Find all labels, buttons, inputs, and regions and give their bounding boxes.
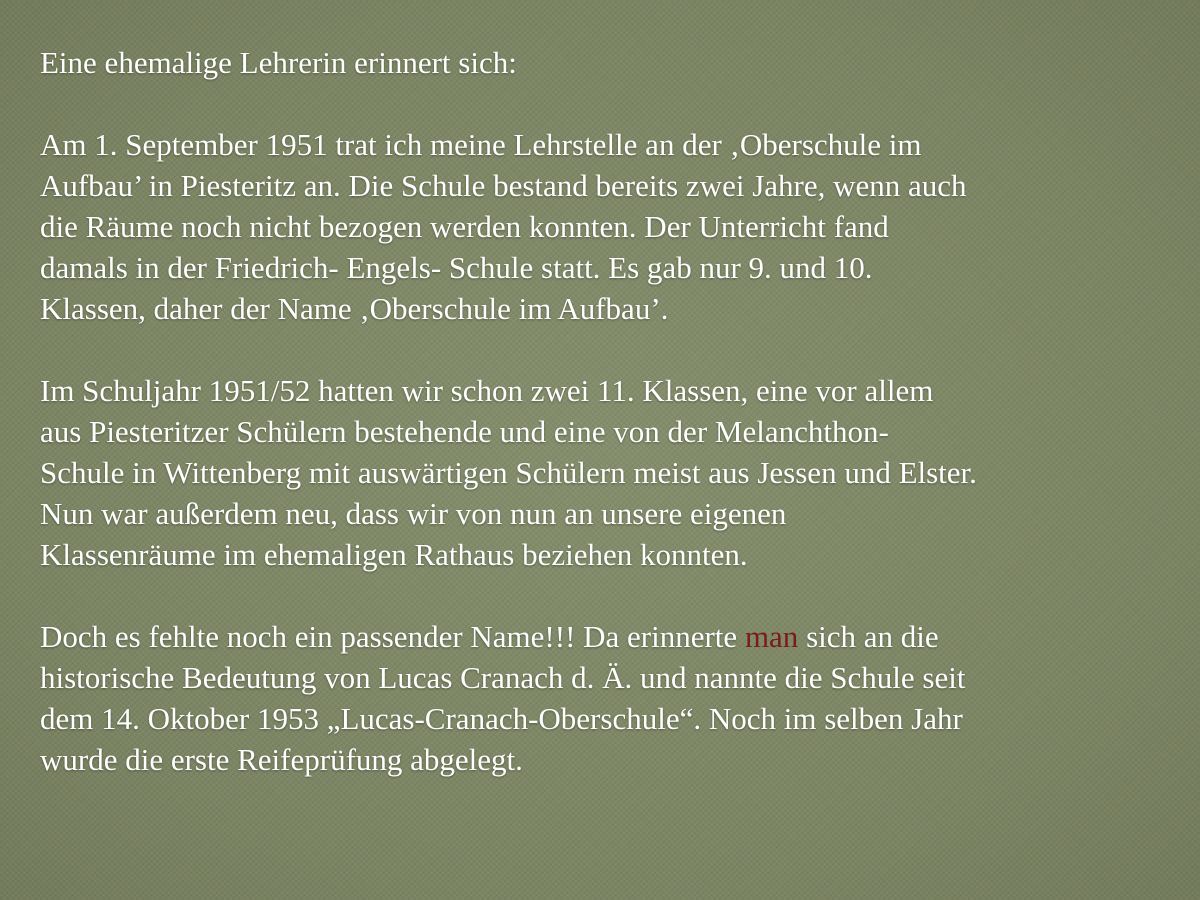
paragraph-3-first-line bbox=[40, 616, 1165, 657]
paragraph-1 bbox=[40, 124, 1165, 329]
slide-content bbox=[40, 42, 1165, 780]
paragraph-1-line: die Räume noch nicht bezogen werden konnten. Der Unterricht fand bbox=[40, 209, 889, 244]
paragraph-3-line: dem 14. Oktober 1953 „Lucas-Cranach-Oberschule“. Noch im selben Jahr bbox=[40, 701, 963, 736]
paragraph-2-line: Nun war außerdem neu, dass wir von nun an unsere eigenen bbox=[40, 496, 787, 531]
highlighted-word: man bbox=[744, 619, 799, 654]
paragraph-1-line: Am 1. September 1951 trat ich meine Lehrstelle an der ‚Oberschule im bbox=[40, 127, 922, 162]
paragraph-1-line: Aufbau’ in Piesteritz an. Die Schule bestand bereits zwei Jahre, wenn auch bbox=[40, 168, 967, 203]
paragraph-2-line: Im Schuljahr 1951/52 hatten wir schon zwei 11. Klassen, eine vor allem bbox=[40, 373, 934, 408]
paragraph-2 bbox=[40, 370, 1165, 575]
paragraph-2-line: Schule in Wittenberg mit auswärtigen Schülern meist aus Jessen und Elster. bbox=[40, 455, 977, 490]
paragraph-1-line: Klassen, daher der Name ‚Oberschule im Aufbau’. bbox=[40, 291, 669, 326]
slide-heading: Eine ehemalige Lehrerin erinnert sich: bbox=[40, 45, 517, 80]
paragraph-1-line: damals in der Friedrich- Engels- Schule statt. Es gab nur 9. und 10. bbox=[40, 250, 873, 285]
paragraph-3-text-after: sich an die bbox=[798, 619, 939, 654]
paragraph-2-line: Klassenräume im ehemaligen Rathaus beziehen konnten. bbox=[40, 537, 748, 572]
paragraph-2-line: aus Piesteritzer Schülern bestehende und eine von der Melanchthon- bbox=[40, 414, 889, 449]
paragraph-3 bbox=[40, 616, 1165, 780]
paragraph-3-line: historische Bedeutung von Lucas Cranach d. Ä. und nannte die Schule seit bbox=[40, 660, 966, 695]
paragraph-3-line: wurde die erste Reifeprüfung abgelegt. bbox=[40, 742, 523, 777]
paragraph-3-text-before: Doch es fehlte noch ein passender Name!!! Da erinnerte bbox=[40, 619, 745, 654]
